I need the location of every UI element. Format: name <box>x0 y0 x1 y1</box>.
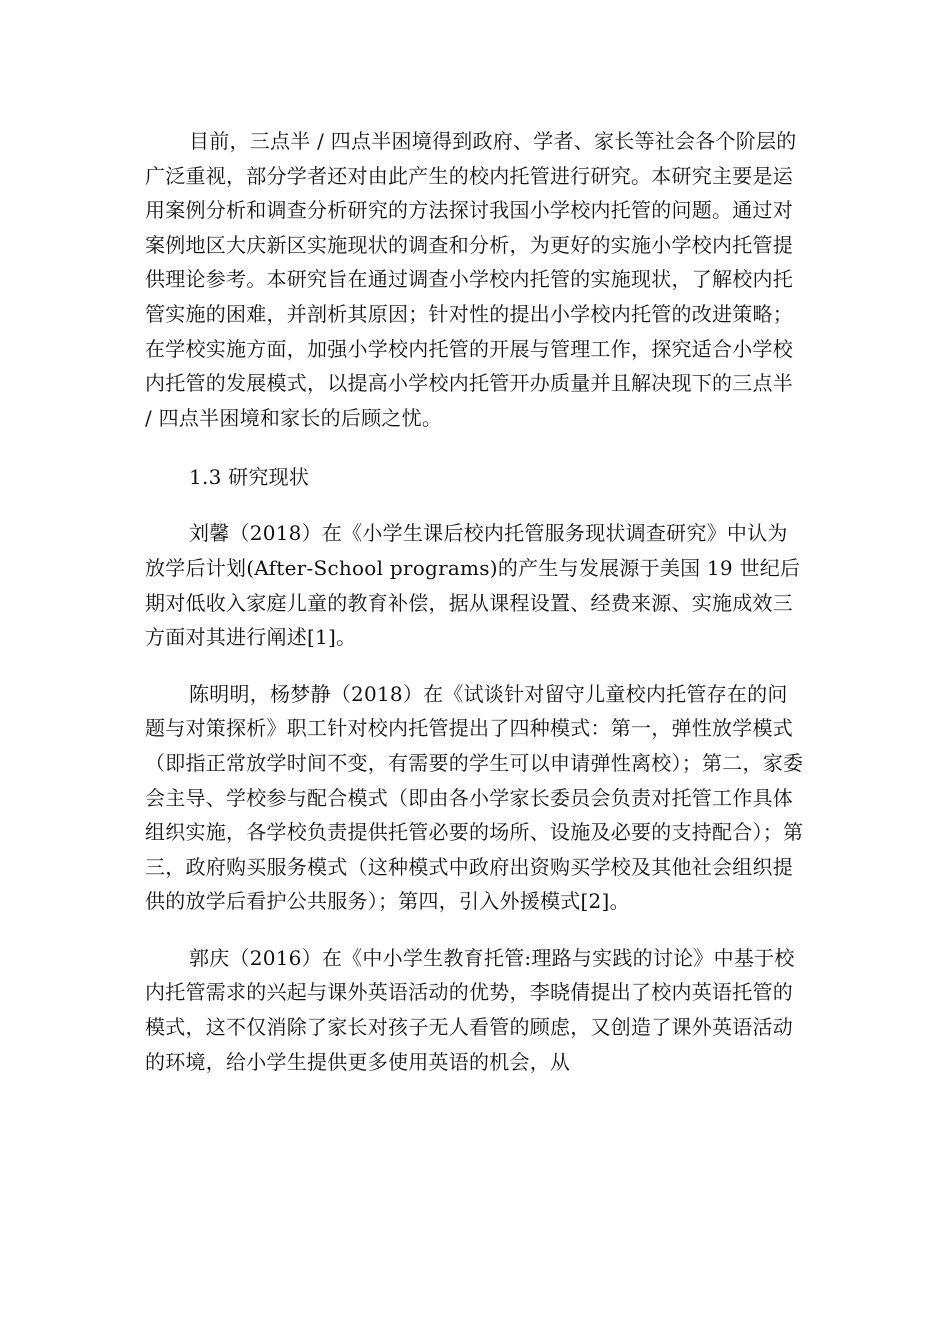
intro-paragraph: 目前，三点半 / 四点半困境得到政府、学者、家长等社会各个阶层的广泛重视，部分学者还对由此产生的校内托管进行研究。本研究主要是运用案例分析和调查分析研究的方法探讨我国小学校内托管的问题。通过对案例地区大庆新区实施现状的调查和分析，为更好的实施小学校内托管提供理论参考。本研究旨在通过调查小学校内托管的实施现状，了解校内托管实施的困难，并剖析其原因；针对性的提出小学校内托管的改进策略；在学校实施方面，加强小学校内托管的开展与管理工作，探究适合小学校内托管的发展模式，以提高小学校内托管开办质量并且解决现下的三点半 / 四点半困境和家长的后顾之忧。 <box>145 129 797 430</box>
status-paragraph-guo: 郭庆（2016）在《中小学生教育托管:理路与实践的讨论》中基于校内托管需求的兴起与课外英语活动的优势，李晓倩提出了校内英语托管的模式，这不仅消除了家长对孩子无人看管的顾虑，又创造了课外英语活动的环境，给小学生提供更多使用英语的机会，从 <box>145 945 795 1074</box>
section-heading: 1.3 研究现状 <box>189 465 310 490</box>
status-paragraph-chen: 陈明明，杨梦静（2018）在《试谈针对留守儿童校内托管存在的问题与对策探析》职工针对校内托管提出了四种模式：第一，弹性放学模式（即指正常放学时间不变，有需要的学生可以申请弹性离校）；第二，家委会主导、学校参与配合模式（即由各小学家长委员会负责对托管工作具体组织实施，各学校负责提供托管必要的场所、设施及必要的支持配合）；第三，政府购买服务模式（这种模式中政府出资购买学校及其他社会组织提供的放学后看护公共服务）；第四，引入外援模式[2]。 <box>145 681 804 914</box>
document-body <box>145 118 805 1079</box>
status-paragraph-liu: 刘馨（2018）在《小学生课后校内托管服务现状调查研究》中认为放学后计划(After-School programs)的产生与发展源于美国 19 世纪后期对低收入家庭儿童的教育补偿，据从课程设置、经费来源、实施成效三方面对其进行阐述[1]。 <box>145 521 801 650</box>
